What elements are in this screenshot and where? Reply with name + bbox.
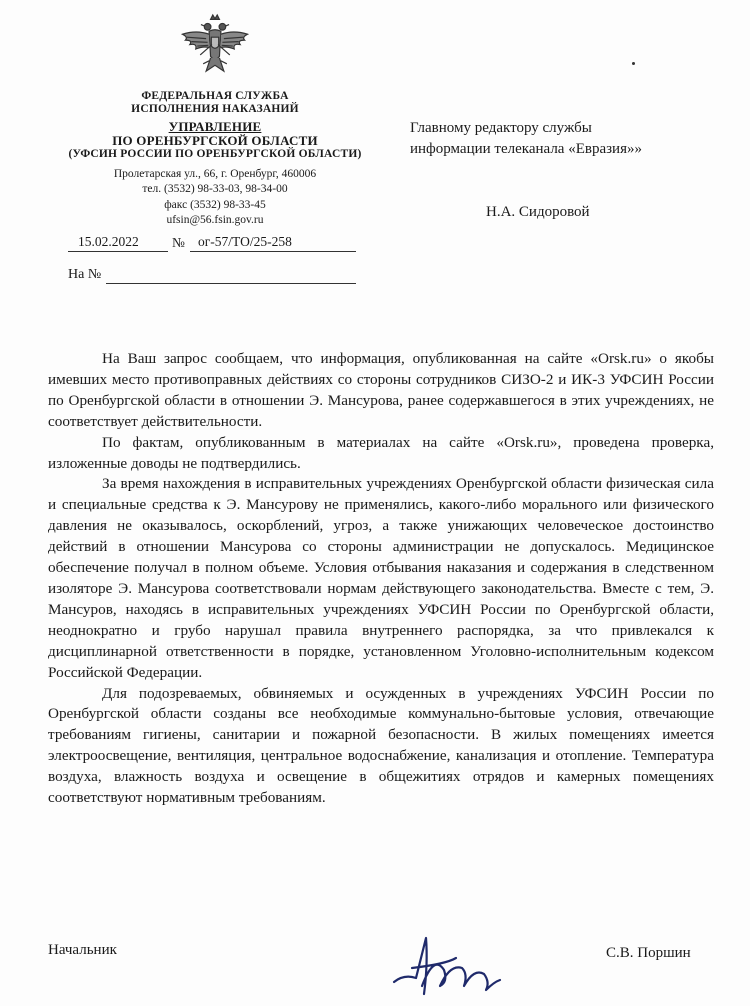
letter-number: ог-57/ТО/25-258 (198, 234, 292, 249)
number-sign: № (172, 235, 185, 250)
date-underline (68, 251, 168, 252)
letterhead-fax: факс (3532) 98-33-45 (164, 198, 266, 211)
addressee-line1: Главному редактору службы (410, 120, 592, 136)
signatory-name: С.В. Поршин (606, 945, 691, 961)
letterhead-phone: тел. (3532) 98-33-03, 98-34-00 (142, 183, 288, 195)
dept-name-line2: ПО ОРЕНБУРГСКОЙ ОБЛАСТИ (112, 133, 318, 148)
signatory-title: Начальник (48, 942, 117, 958)
body-paragraph-2: По фактам, опубликованным в материалах на сайте «Orsk.ru», проведена проверка, изложенные доводы не подтвердились. (48, 433, 714, 472)
letterhead (50, 12, 380, 229)
body-paragraph-1: На Ваш запрос сообщаем, что информация, опубликованная на сайте «Orsk.ru» о якобы имевших место противоправных действиях со стороны сотрудников СИЗО-2 и ИК-3 УФСИН России по Оренбургской области в отношении Э. Мансурова, ранее содержавшегося в этих учреждениях, не соответствует действительности. (48, 350, 714, 430)
letter-date: 15.02.2022 (78, 234, 139, 249)
handwritten-signature-icon (386, 924, 506, 1004)
double-headed-eagle-emblem-icon (178, 12, 252, 86)
number-underline (190, 251, 356, 252)
addressee-line2: информации телеканала «Евразия»» (410, 141, 642, 157)
addressee-name: Н.А. Сидоровой (486, 204, 590, 220)
letter-body (48, 349, 714, 809)
body-paragraph-4: Для подозреваемых, обвиняемых и осужденных в учреждениях УФСИН России по Оренбургской области созданы все необходимые коммунально-бытовые условия, отвечающие требованиям гигиены, санитарии и пожарной безопасности. В жилых помещениях имеется электроосвещение, вентиляция, центральное водоснабжение, канализация и отопление. Температура воздуха, влажность воздуха и освещение в общежитиях отрядов и камерных помещениях соответствуют нормативным требованиям. (48, 684, 714, 807)
dept-name-line1: УПРАВЛЕНИЕ (168, 119, 262, 134)
body-paragraph-3: За время нахождения в исправительных учреждениях Оренбургской области физическая сила и специальные средства к Э. Мансурову не применялись, какого-либо морального или физического давления не оказывалось, оскорблений, угроз, а также унижающих человеческое достоинство действий в отношении Мансурова со стороны администрации не допускалось. Медицинское обеспечение получал в полном объеме. Условия отбывания наказания и содержания в следственном изоляторе Э. Мансурова соответствовали нормам действующего законодательства. Вместе с тем, Э. Мансуров, находясь в исправительных учреждениях УФСИН России по Оренбургской области, неоднократно и грубо нарушал правила внутреннего распорядка, за что привлекался к дисциплинарной ответственности в порядке, установленном Уголовно-исполнительным кодексом Российской Федерации. (48, 475, 714, 681)
addressee-block (410, 118, 710, 223)
org-name-line2: ИСПОЛНЕНИЯ НАКАЗАНИЙ (131, 102, 299, 115)
dept-abbreviation: (УФСИН РОССИИ ПО ОРЕНБУРГСКОЙ ОБЛАСТИ) (68, 148, 362, 160)
registration-line (68, 234, 358, 252)
letterhead-address: Пролетарская ул., 66, г. Оренбург, 460006 (113, 167, 317, 180)
scan-speck (632, 62, 635, 65)
org-name-line1: ФЕДЕРАЛЬНАЯ СЛУЖБА (141, 90, 289, 102)
letterhead-email: ufsin@56.fsin.gov.ru (166, 214, 264, 226)
reference-label: На № (68, 267, 102, 282)
reference-underline (106, 283, 356, 284)
reference-line (68, 264, 358, 284)
